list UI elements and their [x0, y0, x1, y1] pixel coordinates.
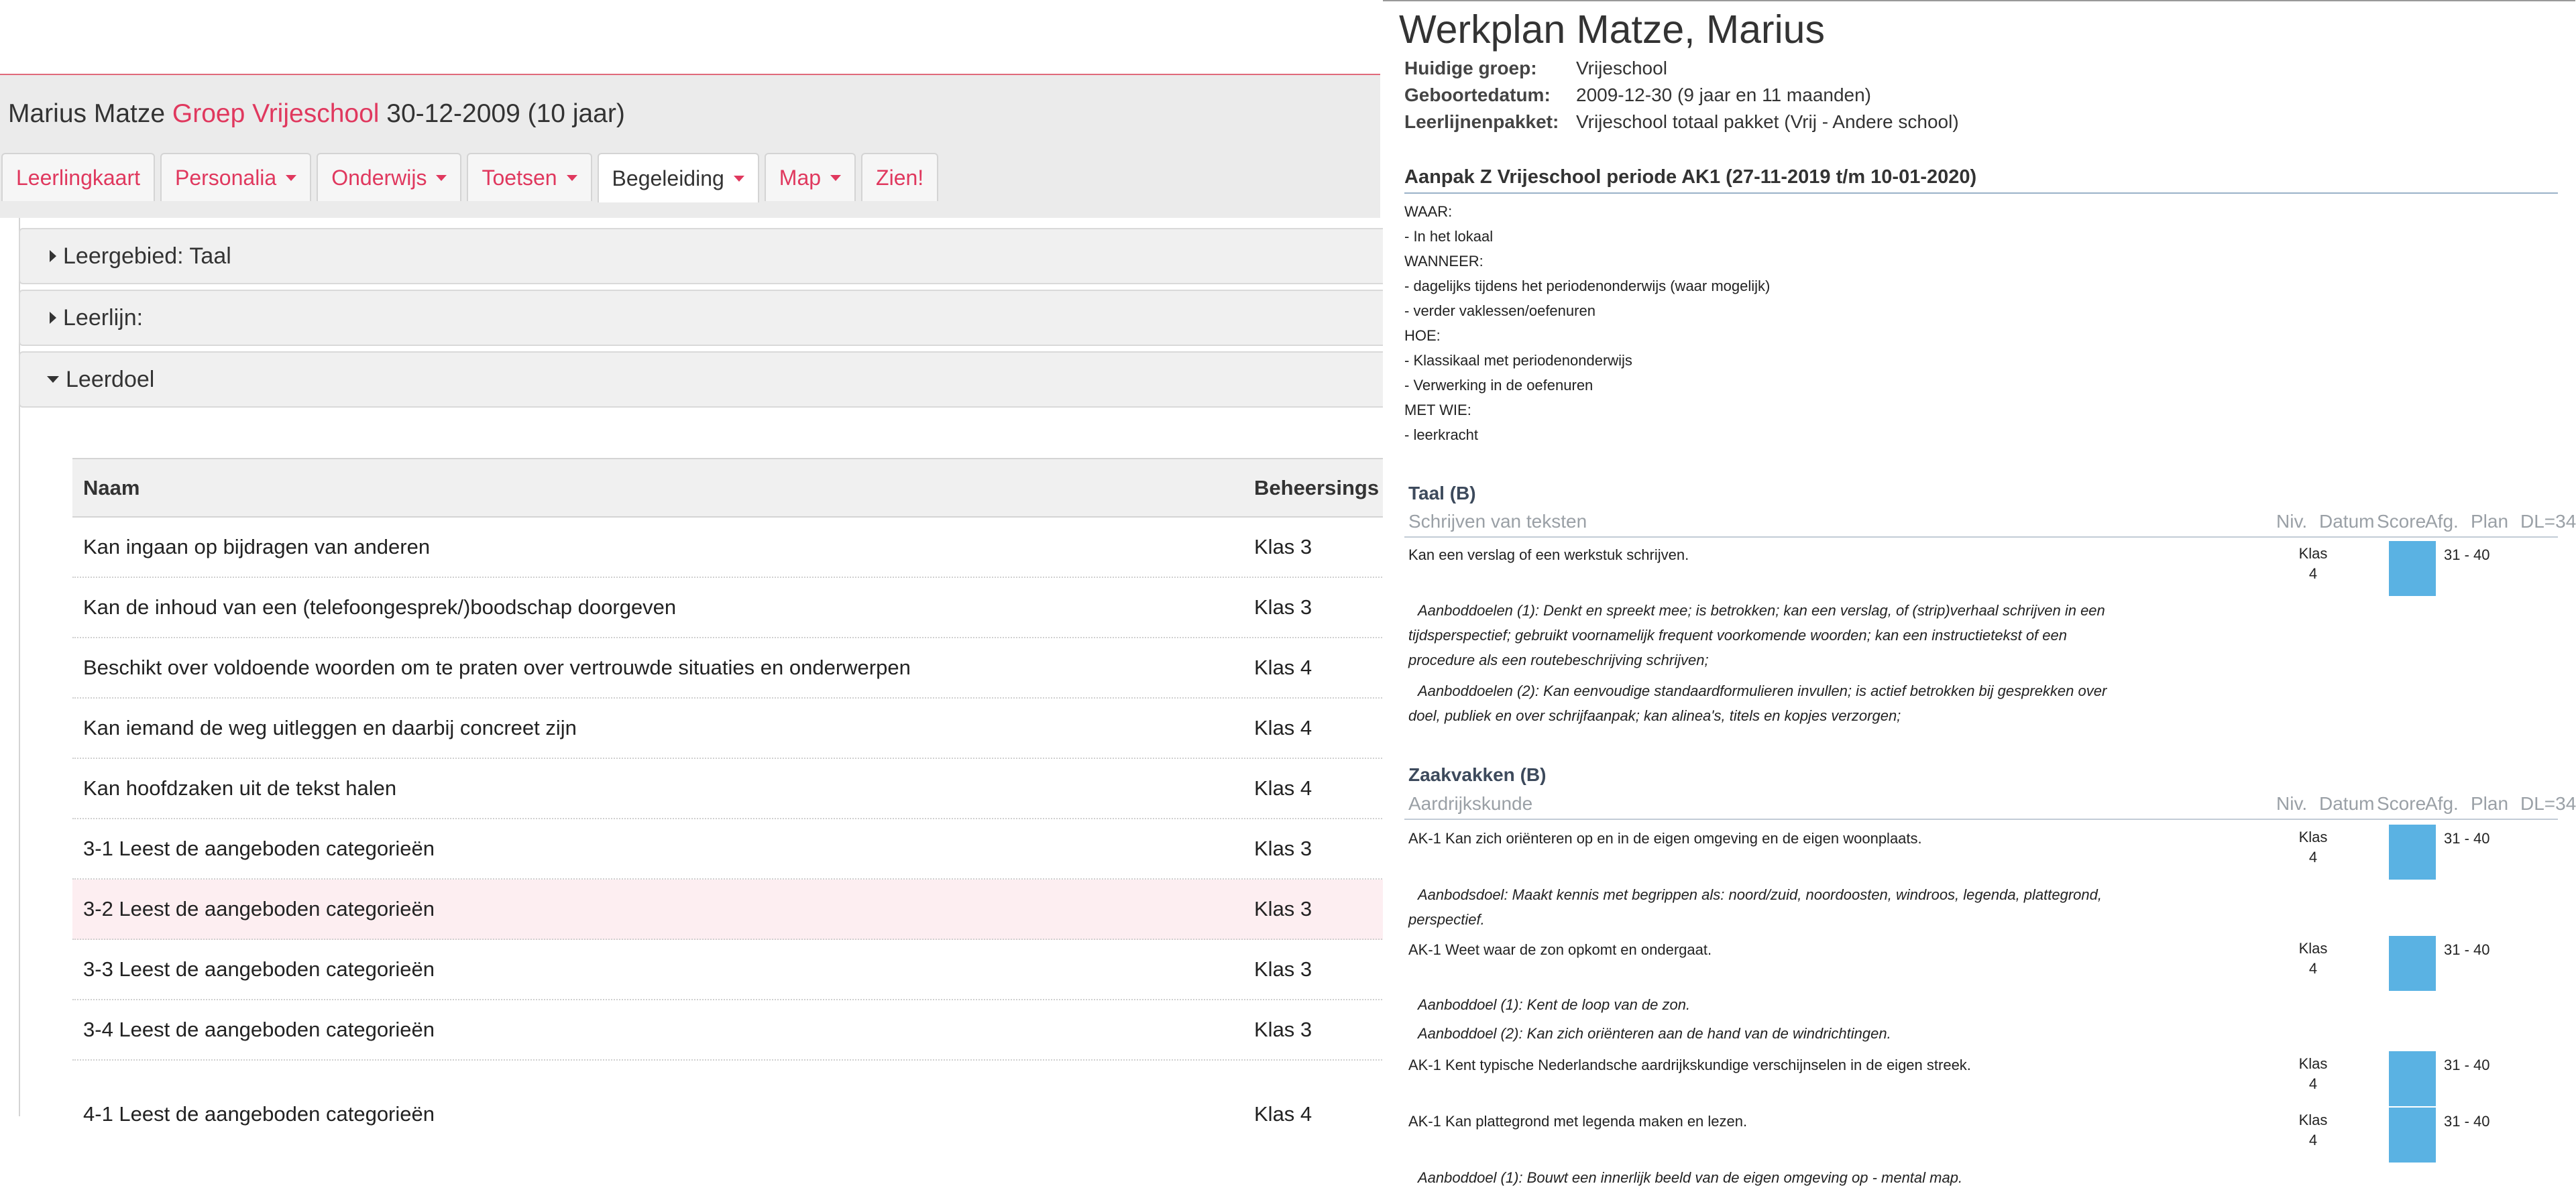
- goal-level: [2295, 1110, 2331, 1150]
- col-plan: Plan: [2471, 793, 2509, 814]
- afgerond-marker: [2389, 541, 2436, 596]
- column-header-row: [1404, 511, 2576, 538]
- table-row[interactable]: [72, 819, 1387, 880]
- column-header-level[interactable]: Beheersings: [1254, 475, 1380, 499]
- goal-text: AK-1 Kent typische Nederlandsche aardrijkskundige verschijnselen in de eigen streek.: [1408, 1057, 1971, 1073]
- goal-level: Klas 4: [1254, 776, 1312, 800]
- section-label: Leerlijn:: [63, 304, 144, 331]
- col-plan: Plan: [2471, 511, 2509, 532]
- table-row-highlighted[interactable]: [72, 880, 1387, 940]
- info-group: [1404, 58, 1667, 79]
- tab-zien[interactable]: [861, 153, 938, 201]
- aanpak-line: WAAR:: [1404, 203, 1453, 220]
- goal-level: Klas 4: [1254, 1102, 1312, 1126]
- goal-name: 3-2 Leest de aangeboden categorieën: [83, 897, 435, 920]
- goal-text: Kan een verslag of een werkstuk schrijven.: [1408, 546, 1689, 563]
- note-line: perspectief.: [1408, 911, 1485, 928]
- column-header-name[interactable]: Naam: [83, 475, 140, 499]
- goal-plan: 31 - 40: [2444, 1057, 2490, 1073]
- subject-taal: Taal (B): [1408, 483, 1476, 503]
- tab-label: Onderwijs: [331, 165, 427, 190]
- aanpak-title: Aanpak Z Vrijeschool periode AK1 (27-11-2019 t/m 10-01-2020): [1404, 166, 1977, 188]
- goal-note: [1408, 598, 2213, 672]
- note-line: Aanboddoelen (1): Denkt en spreekt mee; is betrokken; kan een verslag, of (strip)verhaal schrijven in een: [1418, 602, 2105, 619]
- goal-name: Kan iemand de weg uitleggen en daarbij concreet zijn: [83, 716, 577, 739]
- goal-plan: 31 - 40: [2444, 546, 2490, 563]
- goal-note: [1408, 992, 2213, 1046]
- goal-name: 3-1 Leest de aangeboden categorieën: [83, 837, 435, 860]
- note-line: doel, publiek en over schrijfaanpak; kan alinea's, titels en kopjes verzorgen;: [1408, 707, 1901, 724]
- tab-label: Map: [779, 165, 822, 190]
- goal-text: AK-1 Weet waar de zon opkomt en ondergaat.: [1408, 941, 1712, 958]
- table-row[interactable]: [72, 1000, 1387, 1061]
- triangle-right-icon: [50, 250, 56, 262]
- goal-name: Kan ingaan op bijdragen van anderen: [83, 535, 431, 558]
- aanpak-line: - Klassikaal met periodenonderwijs: [1404, 352, 1632, 369]
- col-score: Score: [2377, 511, 2426, 532]
- info-value: Vrijeschool: [1576, 58, 1667, 78]
- info-label: Geboortedatum:: [1404, 84, 1551, 105]
- plan-title: Werkplan Matze, Marius: [1399, 7, 1825, 52]
- section-label: Leerdoel: [66, 366, 155, 392]
- tab-personalia[interactable]: [160, 153, 311, 201]
- level-klas: Klas: [2298, 940, 2328, 957]
- goal-note: [1408, 678, 2213, 728]
- tab-onderwijs[interactable]: [317, 153, 461, 201]
- section-leerlijn[interactable]: [19, 290, 1387, 346]
- note-line: Aanboddoel (1): Kent de loop van de zon.: [1418, 996, 1691, 1013]
- domain-label: Schrijven van teksten: [1408, 511, 1587, 532]
- level-klas: Klas: [2298, 545, 2328, 562]
- goal-text: AK-1 Kan plattegrond met legenda maken en lezen.: [1408, 1113, 1748, 1130]
- table-header: [72, 458, 1387, 518]
- goal-text: AK-1 Kan zich oriënteren op en in de eigen omgeving en de eigen woonplaats.: [1408, 830, 1922, 847]
- goal-note: [1408, 882, 2213, 932]
- goal-level: Klas 3: [1254, 837, 1312, 860]
- learning-goal-table: [72, 458, 1387, 1136]
- level-klas: Klas: [2298, 1112, 2328, 1128]
- caret-down-icon: [830, 175, 841, 181]
- goal-name: 4-1 Leest de aangeboden categorieën: [83, 1102, 435, 1126]
- afgerond-marker: [2389, 936, 2436, 991]
- tab-begeleiding[interactable]: [598, 153, 759, 202]
- info-label: Leerlijnenpakket:: [1404, 111, 1559, 132]
- col-score: Score: [2377, 793, 2426, 814]
- aanpak-line: - dagelijks tijdens het periodenonderwijs (waar mogelijk): [1404, 278, 1771, 294]
- goal-level: [2295, 939, 2331, 979]
- goal-plan: 31 - 40: [2444, 941, 2490, 958]
- triangle-down-icon: [47, 376, 59, 383]
- caret-down-icon: [567, 175, 577, 181]
- student-name: Marius Matze: [8, 99, 166, 128]
- tab-bar: [1, 153, 938, 202]
- goal-plan: 31 - 40: [2444, 1113, 2490, 1130]
- level-num: 4: [2308, 1132, 2318, 1148]
- goal-level: Klas 3: [1254, 957, 1312, 981]
- info-label: Huidige groep:: [1404, 58, 1537, 78]
- table-row[interactable]: [72, 1061, 1387, 1136]
- aanpak-line: - Verwerking in de oefenuren: [1404, 377, 1593, 394]
- level-num: 4: [2308, 960, 2318, 977]
- note-line: Aanbodsdoel: Maakt kennis met begrippen als: noord/zuid, noordoosten, windroos, legenda, plattegrond,: [1418, 886, 2103, 903]
- tab-map[interactable]: [765, 153, 856, 201]
- caret-down-icon: [436, 175, 447, 181]
- level-num: 4: [2308, 565, 2318, 582]
- tab-label: Toetsen: [482, 165, 557, 190]
- level-klas: Klas: [2298, 829, 2328, 845]
- afgerond-marker: [2389, 825, 2436, 880]
- table-row[interactable]: [72, 699, 1387, 759]
- note-line: Aanboddoelen (2): Kan eenvoudige standaardformulieren invullen; is actief betrokken bij gesprekken over: [1418, 682, 2107, 699]
- note-line: procedure als een routebeschrijving schrijven;: [1408, 652, 1709, 668]
- student-dob: 30-12-2009 (10 jaar): [386, 99, 625, 128]
- col-dl: DL=34: [2520, 793, 2576, 814]
- table-row[interactable]: [72, 940, 1387, 1000]
- caret-down-icon: [734, 176, 744, 182]
- afgerond-marker: [2389, 1051, 2436, 1106]
- col-niv: Niv.: [2276, 511, 2308, 532]
- goal-plan: 31 - 40: [2444, 830, 2490, 847]
- goal-level: Klas 4: [1254, 716, 1312, 739]
- goal-level: Klas 3: [1254, 535, 1312, 558]
- level-klas: Klas: [2298, 1055, 2328, 1072]
- goal-level: [2295, 1054, 2331, 1094]
- tab-leerlingkaart[interactable]: [1, 153, 155, 201]
- col-datum: Datum: [2319, 511, 2375, 532]
- tab-label: Leerlingkaart: [16, 165, 140, 190]
- info-package: [1404, 111, 1959, 133]
- level-num: 4: [2308, 849, 2318, 866]
- goal-level: Klas 4: [1254, 656, 1312, 679]
- student-header: [8, 99, 625, 129]
- note-line: Aanboddoel (2): Kan zich oriënteren aan de hand van de windrichtingen.: [1418, 1025, 1891, 1042]
- note-line: tijdsperspectief; gebruikt voornamelijk frequent voorkomende woorden; kan een instructietekst of een: [1408, 627, 2067, 644]
- werkplan-document: [1383, 0, 2575, 1190]
- column-header-row: [1404, 793, 2576, 820]
- tab-label: Zien!: [876, 165, 924, 190]
- caret-down-icon: [286, 175, 296, 181]
- col-dl: DL=34: [2520, 511, 2576, 532]
- goal-name: 3-3 Leest de aangeboden categorieën: [83, 957, 435, 981]
- goal-level: Klas 3: [1254, 1018, 1312, 1041]
- goal-name: 3-4 Leest de aangeboden categorieën: [83, 1018, 435, 1041]
- col-niv: Niv.: [2276, 793, 2308, 814]
- document-top-rule: [1383, 0, 2575, 1]
- triangle-right-icon: [50, 312, 56, 324]
- goal-level: [2295, 544, 2331, 584]
- col-afg: Afg.: [2425, 793, 2459, 814]
- tab-label: Personalia: [175, 165, 277, 190]
- tab-toetsen[interactable]: [467, 153, 592, 201]
- aanpak-line: - In het lokaal: [1404, 228, 1494, 245]
- col-datum: Datum: [2319, 793, 2375, 814]
- info-value: Vrijeschool totaal pakket (Vrij - Andere school): [1576, 111, 1959, 132]
- section-label: Leergebied: Taal: [63, 243, 231, 269]
- goal-name: Kan hoofdzaken uit de tekst halen: [83, 776, 397, 800]
- tab-label: Begeleiding: [612, 166, 724, 190]
- aanpak-divider: [1404, 192, 2558, 194]
- level-num: 4: [2308, 1075, 2318, 1092]
- section-leergebied[interactable]: [19, 228, 1387, 284]
- afgerond-marker: [2389, 1108, 2436, 1163]
- goal-level: [2295, 827, 2331, 868]
- goal-level: Klas 3: [1254, 595, 1312, 619]
- aanpak-line: - verder vaklessen/oefenuren: [1404, 302, 1595, 319]
- student-group-link[interactable]: Groep Vrijeschool: [172, 99, 380, 128]
- aanpak-line: - leerkracht: [1404, 426, 1479, 443]
- table-row[interactable]: [72, 578, 1387, 638]
- table-row[interactable]: [72, 638, 1387, 699]
- domain-label: Aardrijkskunde: [1408, 793, 1533, 814]
- table-row[interactable]: [72, 518, 1387, 578]
- info-dob: [1404, 84, 1871, 106]
- goal-note: [1408, 1165, 2213, 1190]
- info-value: 2009-12-30 (9 jaar en 11 maanden): [1576, 84, 1872, 105]
- goal-level: Klas 3: [1254, 897, 1312, 920]
- aanpak-line: MET WIE:: [1404, 402, 1471, 418]
- section-leerdoel[interactable]: [19, 351, 1387, 408]
- note-line: Aanboddoel (1): Bouwt een innerlijk beeld van de eigen omgeving op - mental map.: [1418, 1169, 1963, 1186]
- col-afg: Afg.: [2425, 511, 2459, 532]
- goal-name: Beschikt over voldoende woorden om te praten over vertrouwde situaties en onderwerpen: [83, 656, 911, 679]
- goal-name: Kan de inhoud van een (telefoongesprek/)boodschap doorgeven: [83, 595, 677, 619]
- aanpak-line: HOE:: [1404, 327, 1441, 344]
- aanpak-details: [1404, 199, 1770, 447]
- subject-zaakvakken: Zaakvakken (B): [1408, 764, 1547, 785]
- aanpak-line: WANNEER:: [1404, 253, 1483, 270]
- table-row[interactable]: [72, 759, 1387, 819]
